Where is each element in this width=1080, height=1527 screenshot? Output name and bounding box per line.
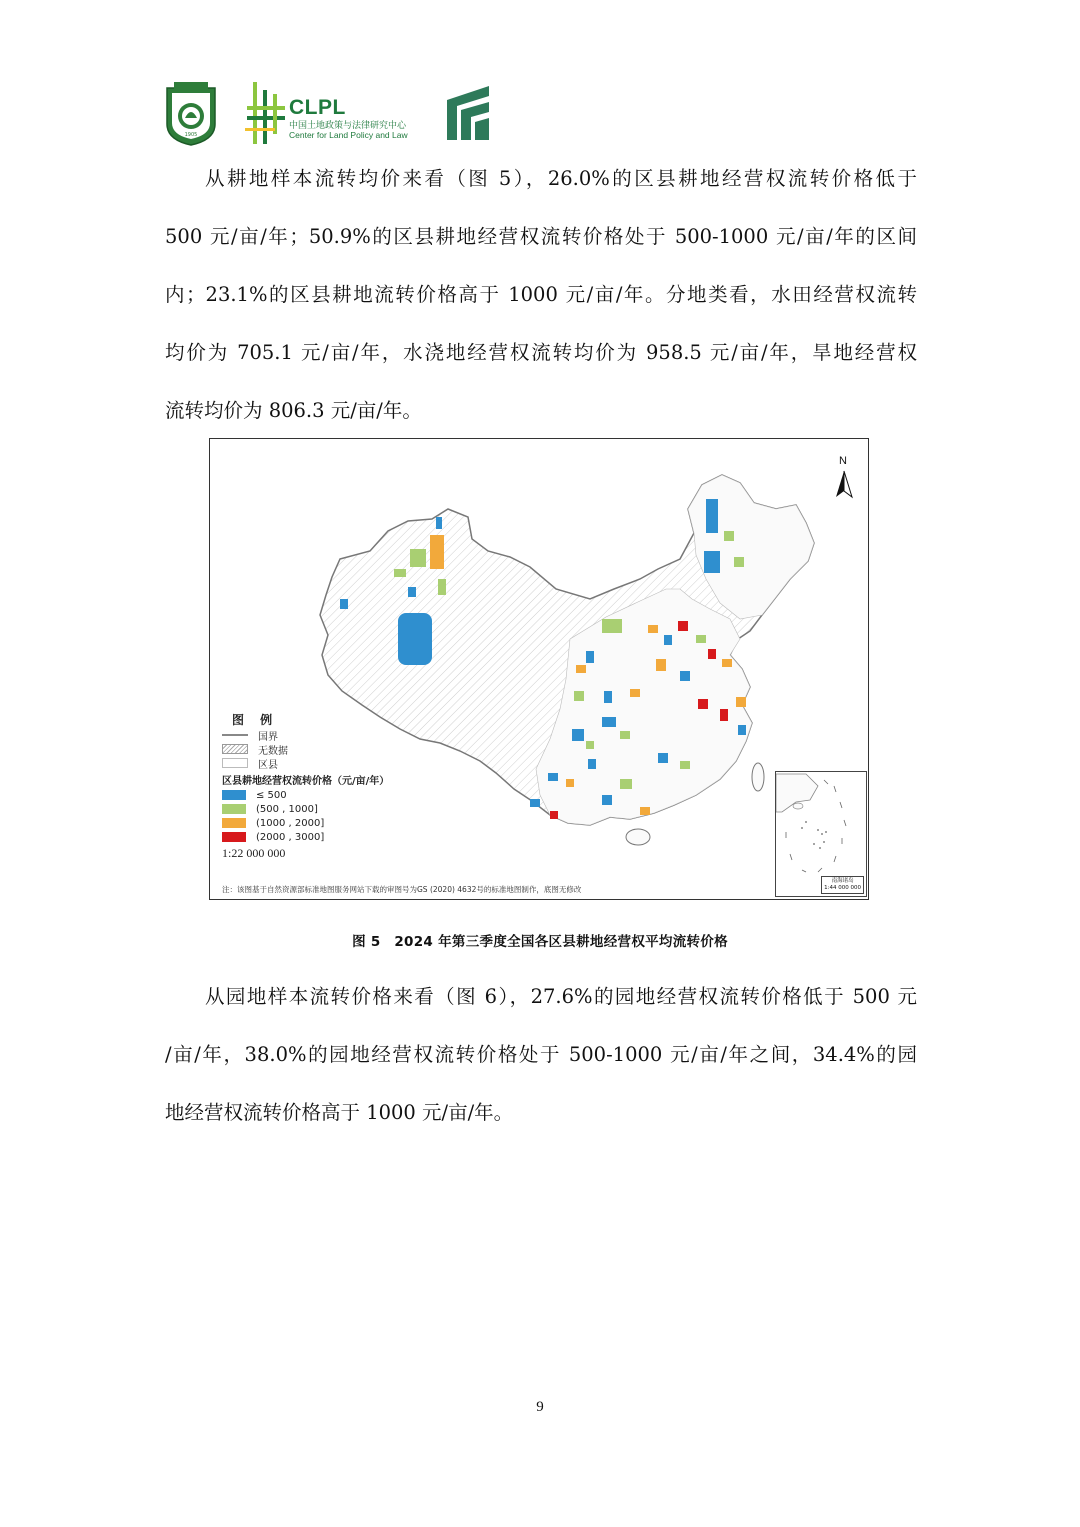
inset-label-scale: 1:44 000 000 — [824, 885, 861, 891]
legend-class-4 — [222, 830, 542, 844]
university-logo-icon — [163, 80, 219, 146]
county-marker — [586, 651, 594, 663]
class-label: ≤ 500 — [256, 789, 287, 801]
county-symbol — [222, 758, 248, 768]
paragraph-orchard — [165, 968, 917, 1142]
clpl-chinese-name: 中国土地政策与法律研究中心 — [289, 121, 407, 131]
legend-class-2 — [222, 802, 542, 816]
clpl-logo — [245, 80, 415, 146]
county-marker — [566, 779, 574, 787]
class-swatch — [222, 818, 246, 828]
legend-title: 图 例 — [232, 713, 279, 727]
legend-label: 区县 — [258, 759, 278, 771]
legend-item-border — [222, 728, 542, 742]
page-number: 9 — [536, 1399, 544, 1415]
legend-label: 国界 — [258, 731, 278, 743]
county-marker — [588, 759, 596, 769]
north-label: N — [839, 455, 847, 467]
legend-item-county — [222, 756, 542, 770]
border-line-symbol — [222, 734, 248, 736]
university-logo-year: 1905 — [184, 132, 198, 138]
class-label: (2000 , 3000] — [256, 831, 325, 843]
county-marker — [398, 613, 432, 665]
county-marker — [410, 549, 426, 567]
class-swatch — [222, 832, 246, 842]
county-marker — [394, 569, 406, 577]
county-marker — [738, 725, 746, 735]
county-marker — [680, 671, 690, 681]
inset-label — [821, 876, 864, 894]
class-label: (500 , 1000] — [256, 803, 318, 815]
hainan-island — [626, 829, 650, 845]
county-marker — [438, 579, 446, 595]
paragraph-line: /亩/年，38.0%的园地经营权流转价格处于 500-1000 元/亩/年之间，34.4%的园 — [165, 1043, 917, 1066]
legend-item-no-data — [222, 742, 542, 756]
paragraph-farmland — [165, 150, 917, 440]
legend-class-3 — [222, 816, 542, 830]
county-marker — [602, 795, 612, 805]
county-marker — [586, 741, 594, 749]
county-marker — [664, 635, 672, 645]
class-swatch — [222, 804, 246, 814]
county-marker — [620, 731, 630, 739]
county-marker — [576, 665, 586, 673]
county-marker — [602, 717, 616, 727]
county-marker — [648, 625, 658, 633]
header-logos — [163, 80, 503, 148]
china-county-price-map — [209, 438, 869, 900]
paragraph-line: 从耕地样本流转均价来看（图 5），26.0%的区县耕地经营权流转价格低于 — [205, 167, 917, 190]
county-marker — [430, 535, 444, 569]
clpl-mark-icon — [245, 80, 289, 146]
county-marker — [548, 773, 558, 781]
paragraph-line: 流转均价为 806.3 元/亩/年。 — [165, 399, 422, 422]
county-marker — [604, 691, 612, 703]
county-marker — [436, 517, 442, 529]
hatch-symbol — [222, 744, 248, 754]
county-marker — [736, 697, 746, 707]
inset-label-name: 南海诸岛 — [831, 878, 854, 884]
figure-caption: 图 5 2024 年第三季度全国各区县耕地经营权平均流转价格 — [352, 934, 728, 950]
legend-class-1 — [222, 788, 542, 802]
map-note: 注：该图基于自然资源部标准地图服务网站下载的审图号为GS (2020) 4632号的标准地图制作，底图无修改 — [222, 885, 582, 894]
paragraph-line: 内；23.1%的区县耕地流转价格高于 1000 元/亩/年。分地类看，水田经营权流转 — [165, 283, 917, 306]
price-legend-title: 区县耕地经营权流转价格（元/亩/年） — [222, 776, 390, 787]
county-marker — [656, 659, 666, 671]
county-marker — [722, 659, 732, 667]
county-marker — [340, 599, 348, 609]
paragraph-line: 从园地样本流转价格来看（图 6），27.6%的园地经营权流转价格低于 500 元 — [205, 985, 917, 1008]
county-marker — [658, 753, 668, 763]
south-china-sea-inset — [775, 771, 867, 897]
map-scale: 1:22 000 000 — [222, 846, 286, 860]
county-marker — [734, 557, 744, 567]
clpl-title: CLPL — [289, 96, 346, 119]
county-marker — [678, 621, 688, 631]
county-marker — [630, 689, 640, 697]
paragraph-line: 500 元/亩/年；50.9%的区县耕地经营权流转价格处于 500-1000 元/亩/年的区间 — [165, 225, 917, 248]
county-marker — [408, 587, 416, 597]
county-marker — [706, 499, 718, 533]
paragraph-line: 地经营权流转价格高于 1000 元/亩/年。 — [165, 1101, 514, 1124]
legend-label: 无数据 — [258, 745, 288, 757]
map-legend — [222, 711, 542, 861]
county-marker — [696, 635, 706, 643]
class-label: (1000 , 2000] — [256, 817, 325, 829]
county-marker — [550, 811, 558, 819]
institute-logo-icon — [445, 84, 491, 142]
taiwan-island — [752, 763, 764, 791]
county-marker — [698, 699, 708, 709]
county-marker — [602, 619, 622, 633]
county-marker — [572, 729, 584, 741]
county-marker — [724, 531, 734, 541]
county-marker — [640, 807, 650, 815]
county-marker — [708, 649, 716, 659]
clpl-english-name: Center for Land Policy and Law — [289, 130, 408, 140]
county-marker — [574, 691, 584, 701]
class-swatch — [222, 790, 246, 800]
county-marker — [620, 779, 632, 789]
paragraph-line: 均价为 705.1 元/亩/年，水浇地经营权流转均价为 958.5 元/亩/年，旱地经营权 — [165, 341, 917, 364]
north-arrow — [832, 455, 856, 501]
county-marker — [720, 709, 728, 721]
county-marker — [704, 551, 720, 573]
county-marker — [680, 761, 690, 769]
